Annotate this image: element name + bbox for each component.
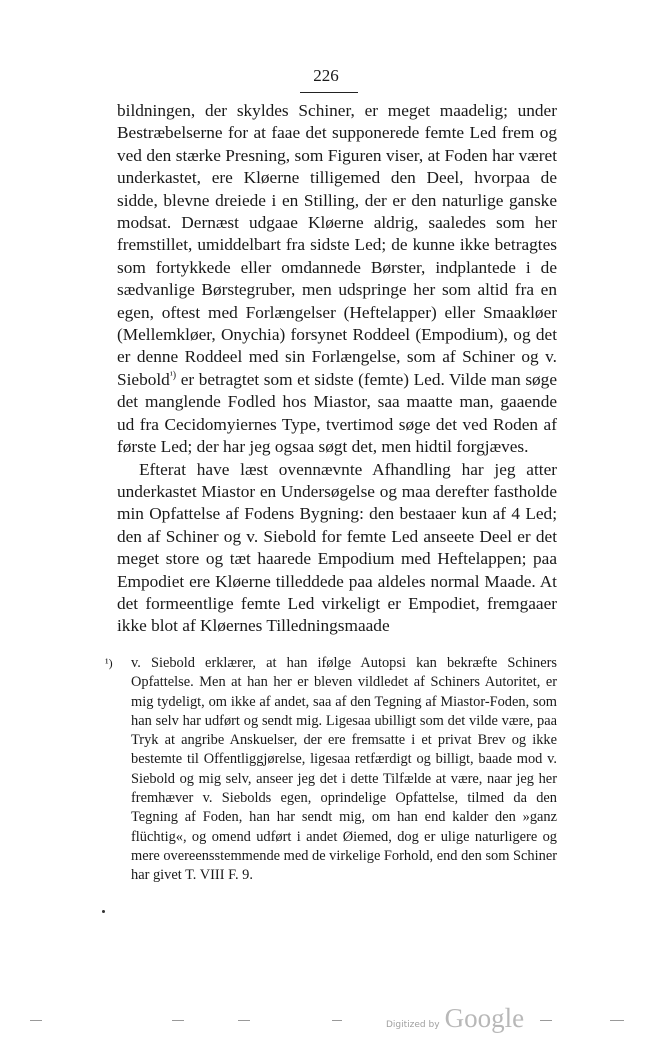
- bottom-dash: [332, 1020, 342, 1021]
- stray-mark: [102, 910, 105, 913]
- bottom-dash: [540, 1020, 552, 1021]
- watermark-prefix: Digitized by: [386, 1020, 440, 1030]
- bottom-dash: [238, 1020, 250, 1021]
- paragraph-1-text-a: bildningen, der skyldes Schiner, er meget maadelig; under Bestræbelserne for at faae det supponerede femte Led frem og ved den stærke Presning, som Figuren viser, at Foden har været underkastet, ere Kløerne tilligemed den Deel, hvorpaa de sidde, blevne dreiede i en Stilling, der er den naturlige ganske modsat. Dernæst udgaae Kløerne aldrig, saaledes som her fremstillet, umiddelbart fra sidste Led; de kunne ikke betragtes som fortykkede eller omdannede Børster, indplantede i de sædvanlige Børstegruber, men udspringe her som altid fra en egen, oftest med Forlængelser (Heftelapper) eller Smaakløer (Mellemkløer, Onychia) forsynet Roddeel (Empodium), og det er denne Roddeel med sin Forlængelse, som af Schiner og v. Siebold: [117, 101, 557, 389]
- paragraph-1-text-b: er betragtet som et sidste (femte) Led. Vilde man søge det manglende Fodled hos Miastor, saa maatte man, gaaende ud fra Cecidomyiernes Type, tvertimod søge det ved Roden af første Led; der har jeg ogsaa søgt det, men hidtil forgjæves.: [117, 369, 557, 457]
- paragraph-2: Efterat have læst ovennævnte Afhandling har jeg atter underkastet Miastor en Undersøgelse og maa derefter fastholde min Opfattelse af Fodens Bygning: den bestaaer kun af 4 Led; den af Schiner og v. Siebold for femte Led anseete Deel er det meget store og tæt haarede Empodium med Heftelappen; paa Empodiet ere Kløerne tilleddede paa aldeles normal Maade. At det formeentlige femte Led virkeligt er Empodiet, fremgaaer ikke blot af Kløernes Tilledningsmaade: [117, 459, 557, 636]
- bottom-dash: [30, 1020, 42, 1021]
- bottom-dash: [610, 1020, 624, 1021]
- google-logo: Google: [444, 1003, 525, 1033]
- page-number: 226: [313, 66, 339, 85]
- footnote: [105, 654, 557, 886]
- bottom-dash: [172, 1020, 184, 1021]
- footnote-reference: ¹): [169, 370, 177, 382]
- paragraph-1: [117, 100, 557, 459]
- main-text: [117, 100, 557, 638]
- footnote-text: v. Siebold erklærer, at han ifølge Autopsi kan bekræfte Schiners Opfattelse. Men at han her er bleven vildledet af Schiners Autoritet, er mig tydeligt, om ikke af andet, saa af den Tegning af Miastor-Foden, som han selv har udført og sendt mig. Ligesaa ubilligt som det vilde være, paa Tryk at angribe Anskuelser, der ere fremsatte i et privat Brev og ikke bestemte til Offentliggjørelse, ligesaa retfærdigt og billigt, baade mod v. Siebold og mig selv, anseer jeg det i dette Tilfælde at være, naar jeg her fremhæver v. Siebolds egen, oprindelige Opfattelse, tilmed da den Tegning af Foden, han har sendt mig, om han end kalder den »ganz flüchtig«, og omend udført i andet Øiemed, dog er ulige naturligere og mere overeensstemmende med de virkelige Forhold, end den som Schiner har givet T. VIII F. 9.: [131, 655, 557, 884]
- digitized-watermark: [386, 1003, 524, 1034]
- header-rule: [300, 92, 358, 93]
- footnote-marker: ¹): [105, 656, 113, 670]
